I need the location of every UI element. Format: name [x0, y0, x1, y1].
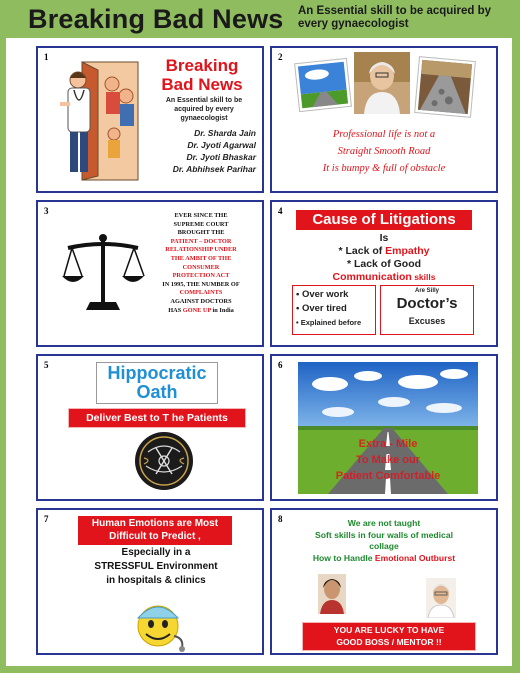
doctor-portrait-photo	[354, 52, 410, 114]
sky-road-photo	[294, 58, 352, 112]
author-4: Dr. Abhihsek Parihar	[172, 164, 256, 174]
s3-line-8: PROTECTION ACT	[172, 272, 230, 280]
slides-sheet	[6, 38, 512, 666]
are-silly: Are Silly	[414, 288, 439, 294]
s4-lack-empathy: * Lack of Empathy	[338, 245, 430, 257]
slide-8	[270, 508, 498, 655]
slide-number: 2	[278, 52, 283, 62]
s3-line-5: RELATIONSHIP UNDER	[165, 246, 237, 254]
slide-4	[270, 200, 498, 347]
s6-line-2: To Make our	[356, 454, 420, 466]
s7-line-2: STRESSFUL Environment	[94, 561, 218, 572]
s3-line-3: BROUGHT THE	[177, 229, 225, 237]
s8-line-4: How to Handle Emotional Outburst	[312, 552, 456, 563]
s7-line-1: Especially in a	[121, 547, 191, 558]
slide2-quote-line3: It is bumpy & full of obstacle	[322, 163, 446, 174]
slide-number: 6	[278, 360, 283, 370]
page-subtitle: An Essential skill to be acquired by every gynaecologist	[298, 5, 492, 30]
slide1-sub-line3: gynaecologist	[180, 115, 228, 122]
slide2-quote-line1: Professional life is not a	[332, 129, 436, 140]
s8-line-3: collage	[369, 541, 399, 551]
excuse-item-1: • Over work	[296, 289, 349, 300]
litigation-banner: Cause of Litigations	[296, 210, 472, 230]
hippocratic-oath-title: Hippocratic Oath	[96, 362, 218, 404]
s3-line-9: IN 1995, THE NUMBER OF	[162, 280, 240, 288]
doctor-door-illustration	[52, 58, 144, 184]
scales-of-justice-icon	[60, 230, 146, 316]
s3-line-12: HAS GONE UP in India	[168, 306, 234, 314]
excuses-word: Excuses	[408, 316, 446, 326]
slide-5	[36, 354, 264, 501]
excuse-item-3: • Explained before	[296, 318, 362, 327]
page-title: Breaking Bad News	[28, 4, 284, 34]
doctors-word: Doctor’s	[396, 295, 458, 312]
slide-number: 3	[44, 206, 49, 216]
s4-is: Is	[379, 232, 389, 244]
s3-line-1: EVER SINCE THE	[174, 212, 228, 219]
slide-7	[36, 508, 264, 655]
deliver-best-banner: Deliver Best to T he Patients	[68, 408, 246, 428]
smiley-doctor-icon	[130, 592, 192, 652]
s3-line-6: THE AMBIT OF THE	[170, 254, 232, 262]
s4-communication: Communication skills	[332, 271, 436, 283]
s8-line-2: Soft skills in four walls of medical	[314, 529, 453, 540]
slide-number: 7	[44, 514, 49, 524]
s3-line-10: COMPLAINTS	[179, 289, 223, 297]
slide-number: 8	[278, 514, 283, 524]
doctors-excuses-box	[380, 285, 474, 335]
lucky-mentor-banner: YOU ARE LUCKY TO HAVE GOOD BOSS / MENTOR !!	[302, 622, 476, 651]
human-emotions-banner: Human Emotions are Most Difficult to Predict ,	[78, 516, 232, 545]
slide2-quote-line2: Straight Smooth Road	[337, 146, 431, 157]
s7-line-3: in hospitals & clinics	[106, 575, 206, 586]
author-2: Dr. Jyoti Agarwal	[187, 140, 256, 150]
s3-line-7: CONSUMER	[182, 263, 220, 271]
slide-3	[36, 200, 264, 347]
s3-line-4: PATIENT – DOCTOR	[170, 237, 232, 245]
s3-line-11: AGAINST DOCTORS	[170, 297, 232, 305]
s4-lack-good: * Lack of Good	[346, 258, 422, 270]
excuse-list-box	[292, 285, 376, 335]
s8-line-1: We are not taught	[347, 518, 421, 528]
author-3: Dr. Jyoti Bhaskar	[186, 152, 256, 162]
s6-line-1: Extra - Mile	[358, 438, 418, 450]
slide1-title-line1: Breaking	[165, 56, 239, 75]
slide-number: 4	[278, 206, 283, 216]
slide1-sub-line2: acquired by every	[174, 106, 234, 113]
excuse-item-2: • Over tired	[296, 303, 347, 314]
oath-medallion-image	[132, 430, 196, 492]
slide1-title-line2: Bad News	[161, 75, 243, 94]
slide1-sub-line1: An Essential skill to be	[165, 97, 243, 104]
bumpy-road-photo	[414, 56, 476, 118]
s3-line-2: SUPREME COURT	[173, 220, 229, 228]
author-1: Dr. Sharda Jain	[194, 128, 256, 138]
s6-line-3: Patient Comfortable	[335, 470, 441, 482]
mentor-portrait-right	[426, 578, 456, 618]
slide-1	[36, 46, 264, 193]
slide-6	[270, 354, 498, 501]
slide-number: 1	[44, 52, 49, 62]
mentor-portrait-left	[318, 574, 346, 614]
slide-number: 5	[44, 360, 49, 370]
slide-2	[270, 46, 498, 193]
